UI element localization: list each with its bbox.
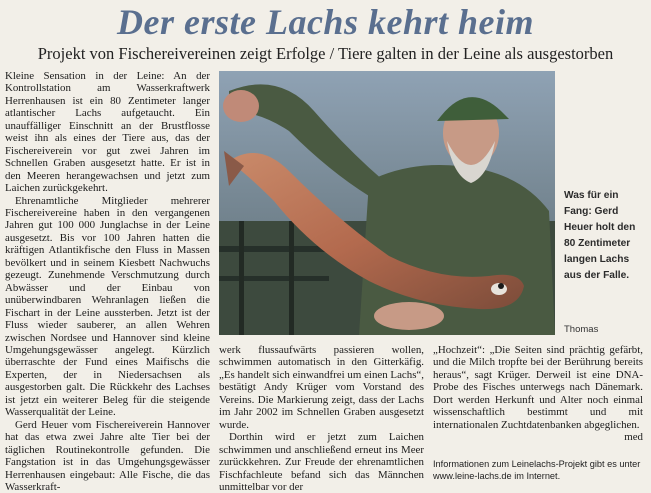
subheadline: Projekt von Fischereivereinen zeigt Erfolge / Tiere galten in der Leine als ausgestorben [37, 44, 614, 63]
paragraph: Dorthin wird er jetzt zum Laichen schwimmen und anschließend erneut ins Meer zurückkehren. Zur Freude der ehrenamtlichen Fischfachleute befand sich das Männchen unmittelbar vor der [219, 431, 424, 493]
article-photo [219, 71, 555, 335]
article-column-middle [219, 344, 424, 493]
paragraph: „Hochzeit“: „Die Seiten sind prächtig gefärbt, und die Milch tropfte bei der Berührung bereits heraus“, sagt Krüger. Derweil ist eine DNA-Probe des Fisches unterwegs nach Dänemark. Dort werden Herkunft und Alter noch einmal wissenschaftlich bestimmt und mit internationalen Zuchtdatenbanken abgeglichen. [433, 344, 643, 431]
info-note: Informationen zum Leinelachs-Projekt gibt es unter www.leine-lachs.de im Internet. [433, 459, 641, 481]
paragraph: Ehrenamtliche Mitglieder mehrerer Fischereivereine haben in den vergangenen Jahren gut 100 000 Junglachse in der Leine ausgesetzt. Bis vor 100 Jahren hatten die kräftigen Atlantikfische den Fluss in Massen bevölkert und in seinem Kiesbett Nachwuchs gezeugt. Zunehmende Verschmutzung durch Abwässer und der Einbau von unüberwindbaren Wehranlagen ließen die Fischart in der Leine aussterben. Jetzt ist der Fluss wieder sauberer, an allen Wehren zwischen Nordsee und Hannover sind kleine Umgehungsgewässer angelegt. Kürzlich überraschte der Fund eines Maifischs die Experten, der in Niedersachsen als ausgestorben galt. Die Rückkehr des Lachses ist jetzt ein weiterer Beleg für die steigende Wasserqualität der Leine. [5, 194, 210, 419]
fisherman-with-salmon-photo [219, 71, 555, 335]
article-column-left [5, 70, 210, 493]
article-column-right [433, 344, 643, 444]
paragraph: Gerd Heuer vom Fischereiverein Hannover hat das etwa zwei Jahre alte Tier bei der täglichen Routinekontrolle gefunden. Die Fangstation ist in das Umgehungsgewässer Herrenhausen eingebaut: Alle Fische, die das Wasserkraft- [5, 418, 210, 493]
author-signature: med [624, 431, 643, 444]
paragraph: werk flussaufwärts passieren wollen, schwimmen automatisch in den Gitterkäfig. „Es handelt sich einwandfrei um einen Lachs“, bestätigt Andy Krüger vom Vorstand des Vereins. Die Markierung zeigt, dass der Lachs im Jahr 2002 im Schnellen Graben ausgesetzt wurde. [219, 344, 424, 431]
photo-caption: Was für ein Fang: Gerd Heuer holt den 80 Zentimeter langen Lachs aus der Falle. [564, 190, 636, 281]
photo-credit: Thomas [564, 324, 599, 335]
headline: Der erste Lachs kehrt heim [117, 2, 534, 42]
paragraph: Kleine Sensation in der Leine: An der Kontrollstation am Wasserkraftwerk Herrenhausen ist ein 80 Zentimeter langer atlantischer Lachs aufgetaucht. Ein unauffälliger Einschnitt an der Brustflosse weist ihn als eines der Tiere aus, das der Fischereiverein vor gut zwei Jahren im Schnellen Graben ausgesetzt hatte. Er ist in den Meeren herangewachsen und jetzt zum Laichen zurückgekehrt. [5, 70, 210, 195]
